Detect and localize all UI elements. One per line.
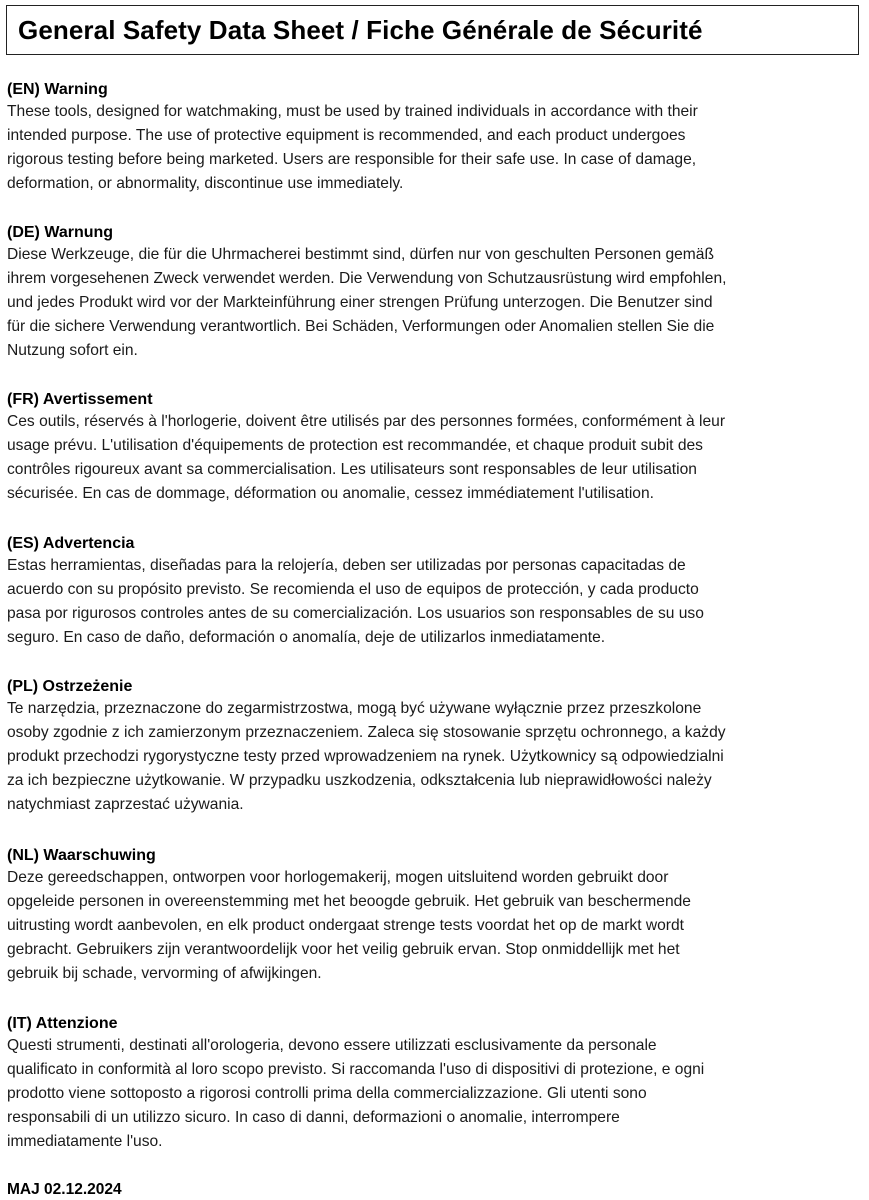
section-line: Deze gereedschappen, ontworpen voor horlogemakerij, mogen uitsluitend worden gebruikt door xyxy=(7,869,669,886)
section-line: Diese Werkzeuge, die für die Uhrmacherei bestimmt sind, dürfen nur von geschulten Personen gemäß xyxy=(7,246,714,263)
section-line: usage prévu. L'utilisation d'équipements de protection est recommandée, et chaque produit subit des xyxy=(7,437,703,454)
section-line: Te narzędzia, przeznaczone do zegarmistrzostwa, mogą być używane wyłącznie przez przeszkolone xyxy=(7,700,702,717)
section-line: rigorous testing before being marketed. Users are responsible for their safe use. In case of damage, xyxy=(7,151,697,168)
section-line: za ich bezpieczne użytkowanie. W przypadku uszkodzenia, odkształcenia lub nieprawidłowości należy xyxy=(7,772,712,789)
section-line: gebracht. Gebruikers zijn verantwoordelijk voor het veilig gebruik ervan. Stop onmiddellijk met het xyxy=(7,941,680,958)
section-line: natychmiast zaprzestać używania. xyxy=(7,796,244,813)
section-es xyxy=(7,534,862,650)
document-title: General Safety Data Sheet / Fiche Générale de Sécurité xyxy=(18,14,703,45)
section-heading-es: (ES) Advertencia xyxy=(7,535,135,552)
section-de xyxy=(7,223,862,363)
section-line: intended purpose. The use of protective equipment is recommended, and each product undergoes xyxy=(7,127,686,144)
section-line: responsabili di un utilizzo sicuro. In caso di danni, deformazioni o anomalie, interrompere xyxy=(7,1109,620,1126)
section-nl xyxy=(7,846,862,986)
section-line: immediatamente l'uso. xyxy=(7,1133,163,1150)
section-line: Nutzung sofort ein. xyxy=(7,342,138,359)
section-line: produkt przechodzi rygorystyczne testy przed wprowadzeniem na rynek. Użytkownicy są odpowiedzialni xyxy=(7,748,724,765)
section-heading-it: (IT) Attenzione xyxy=(7,1015,118,1032)
section-heading-de: (DE) Warnung xyxy=(7,224,114,241)
section-line: gebruik bij schade, vervorming of afwijkingen. xyxy=(7,965,322,982)
section-line: osoby zgodnie z ich zamierzonym przeznaczeniem. Zaleca się stosowanie sprzętu ochronnego, a każdy xyxy=(7,724,726,741)
section-fr xyxy=(7,390,862,506)
section-heading-pl: (PL) Ostrzeżenie xyxy=(7,678,133,695)
section-line: pasa por rigurosos controles antes de su comercialización. Los usuarios son responsables de su uso xyxy=(7,605,704,622)
update-date: MAJ 02.12.2024 xyxy=(7,1181,122,1198)
section-heading-fr: (FR) Avertissement xyxy=(7,391,153,408)
section-line: qualificato in conformità al loro scopo previsto. Si raccomanda l'uso di dispositivi di protezione, e ogni xyxy=(7,1061,705,1078)
section-line: deformation, or abnormality, discontinue use immediately. xyxy=(7,175,404,192)
section-line: acuerdo con su propósito previsto. Se recomienda el uso de equipos de protección, y cada producto xyxy=(7,581,699,598)
section-line: Ces outils, réservés à l'horlogerie, doivent être utilisés par des personnes formées, conformément à leur xyxy=(7,413,726,430)
section-pl xyxy=(7,677,862,817)
section-heading-en: (EN) Warning xyxy=(7,81,108,98)
section-line: Questi strumenti, destinati all'orologeria, devono essere utilizzati esclusivamente da personale xyxy=(7,1037,657,1054)
section-it xyxy=(7,1014,862,1154)
section-line: contrôles rigoureux avant sa commercialisation. Les utilisateurs sont responsables de leur utilisation xyxy=(7,461,697,478)
section-line: Estas herramientas, diseñadas para la relojería, deben ser utilizadas por personas capacitadas de xyxy=(7,557,686,574)
section-heading-nl: (NL) Waarschuwing xyxy=(7,847,156,864)
section-en xyxy=(7,80,862,196)
section-line: für die sichere Verwendung verantwortlich. Bei Schäden, Verformungen oder Anomalien stellen Sie die xyxy=(7,318,715,335)
section-line: ihrem vorgesehenen Zweck verwendet werden. Die Verwendung von Schutzausrüstung wird empfohlen, xyxy=(7,270,727,287)
title-box xyxy=(6,5,859,55)
section-line: prodotto viene sottoposto a rigorosi controlli prima della commercializzazione. Gli utenti sono xyxy=(7,1085,647,1102)
section-line: These tools, designed for watchmaking, must be used by trained individuals in accordance with their xyxy=(7,103,698,120)
section-line: und jedes Produkt wird vor der Markteinführung einer strengen Prüfung unterzogen. Die Benutzer sind xyxy=(7,294,713,311)
section-line: seguro. En caso de daño, deformación o anomalía, deje de utilizarlos inmediatamente. xyxy=(7,629,606,646)
section-line: opgeleide personen in overeenstemming met het beoogde gebruik. Het gebruik van beschermende xyxy=(7,893,691,910)
section-line: uitrusting wordt aanbevolen, en elk product ondergaat strenge tests voordat het op de markt wordt xyxy=(7,917,684,934)
section-line: sécurisée. En cas de dommage, déformation ou anomalie, cessez immédiatement l'utilisation. xyxy=(7,485,654,502)
